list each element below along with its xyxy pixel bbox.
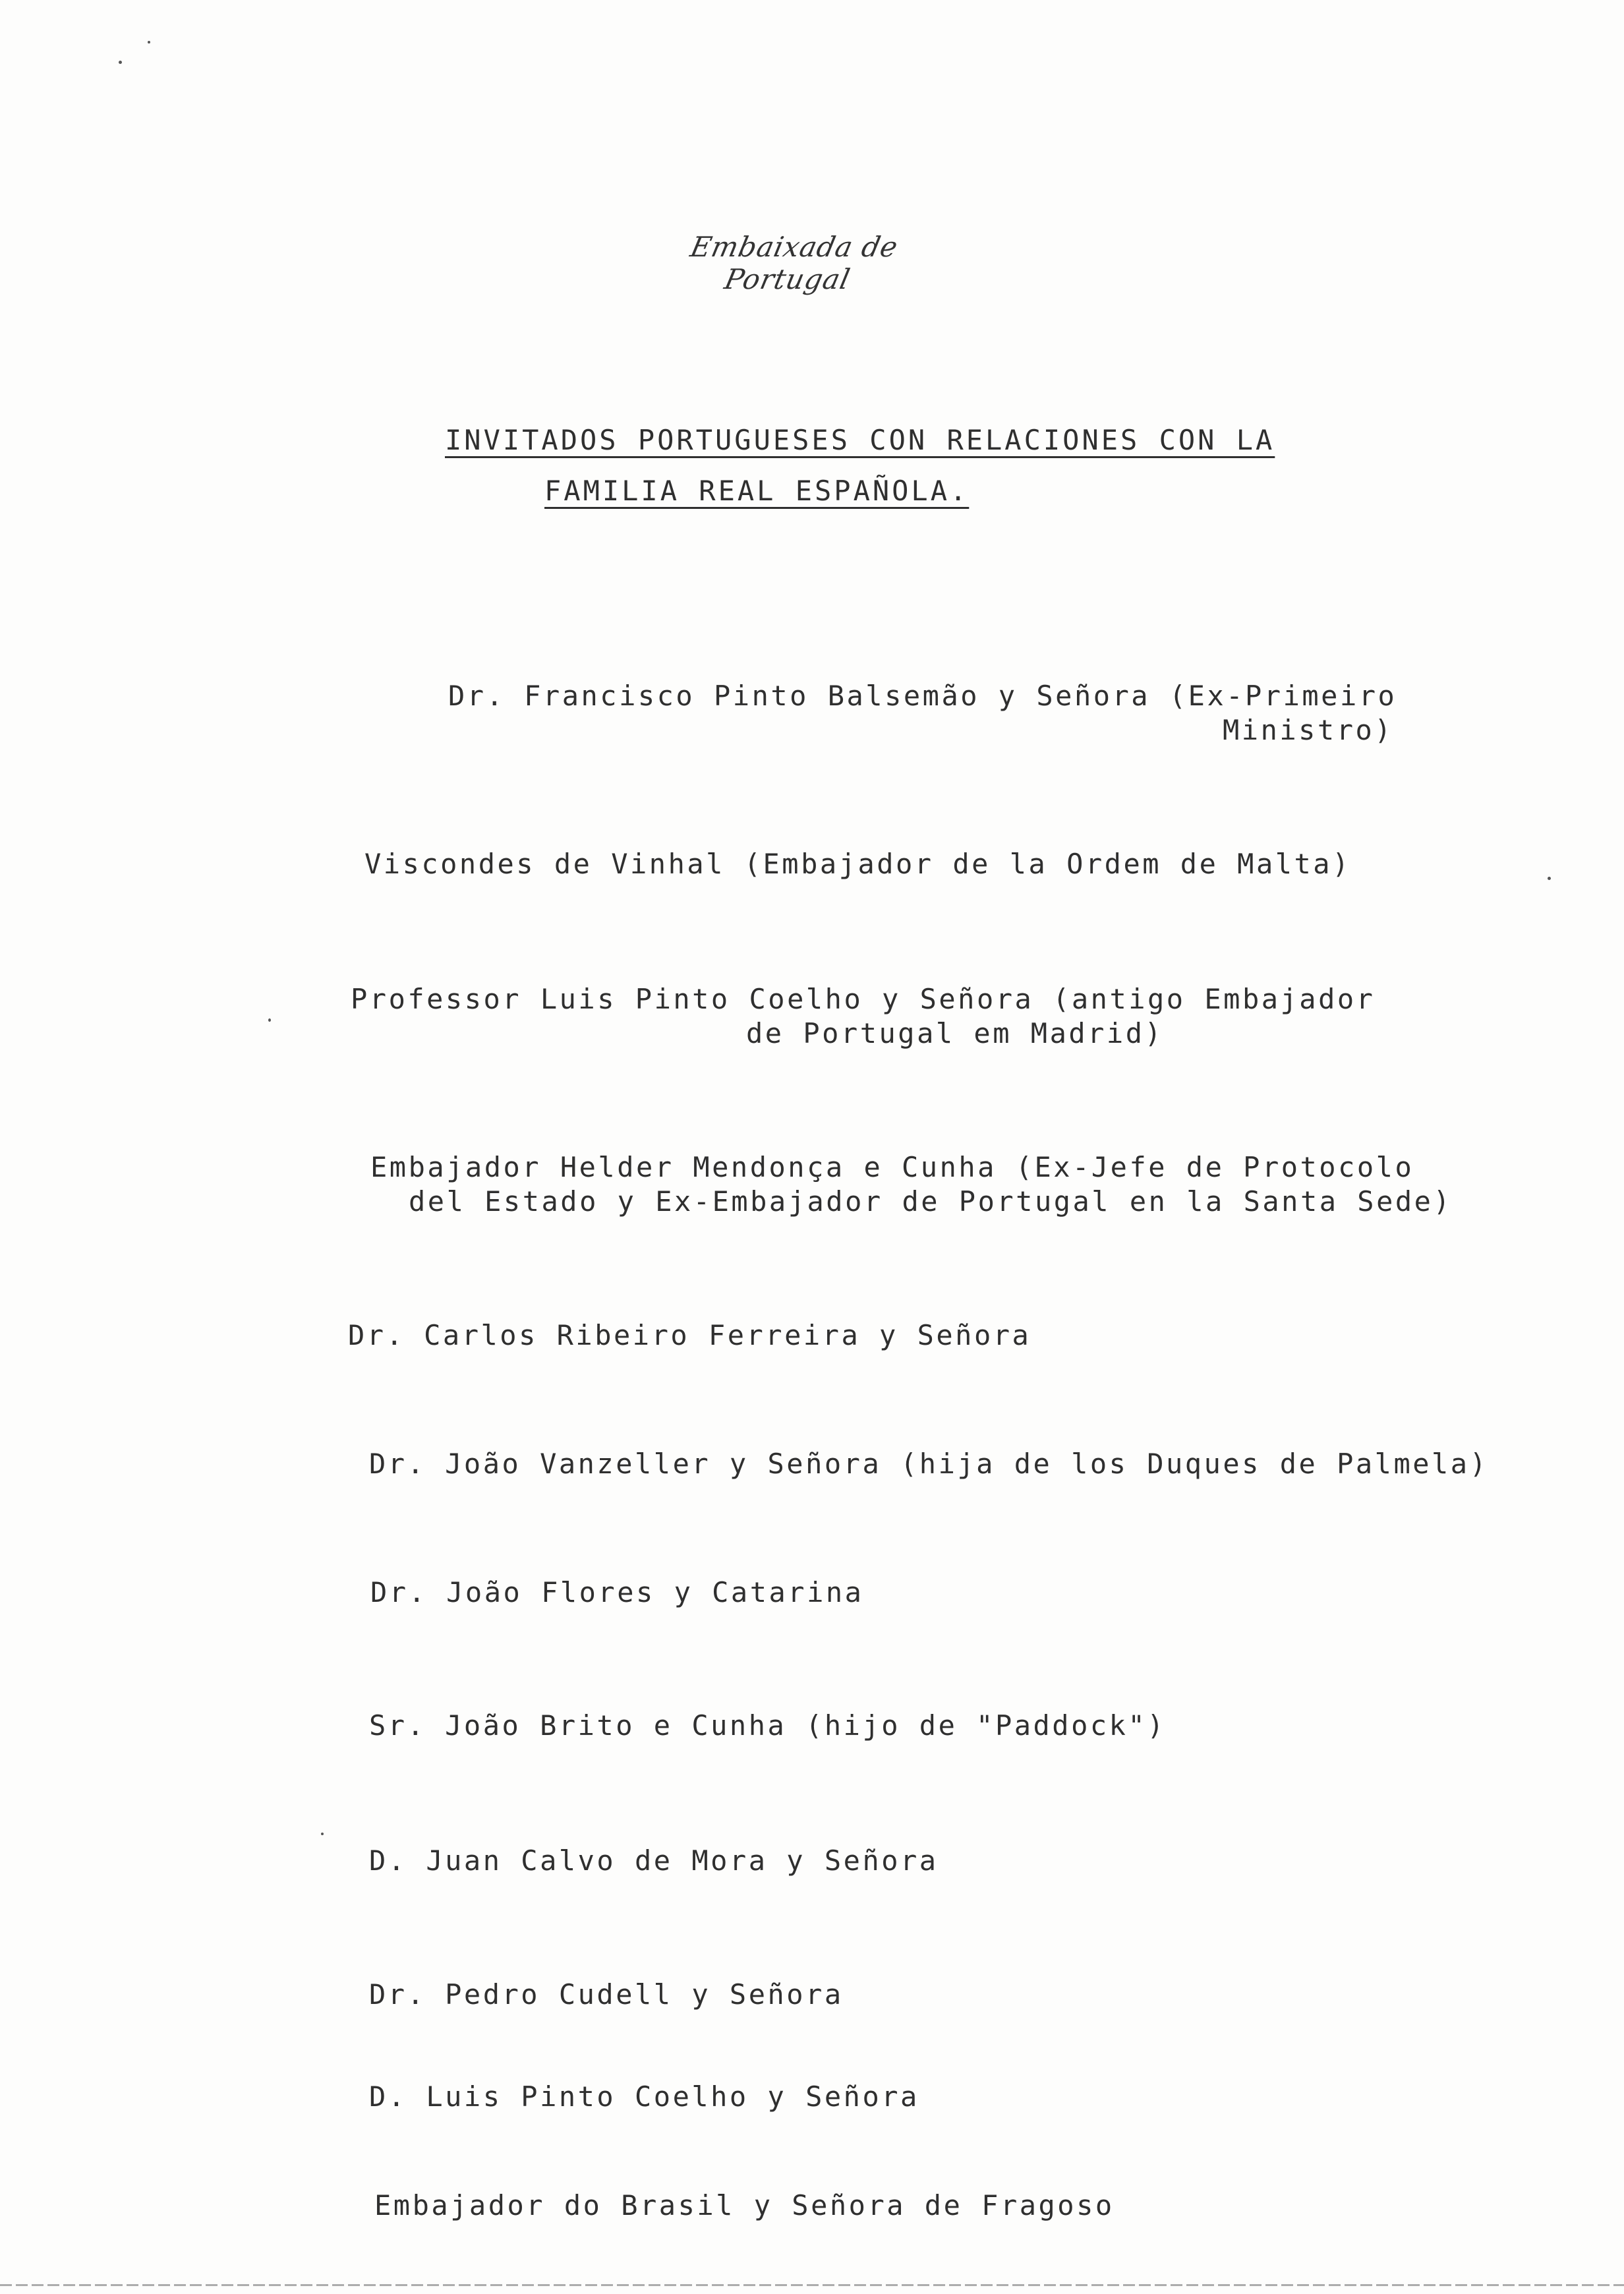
guest-entry — [369, 1709, 1166, 1743]
guest-entry — [370, 1575, 863, 1610]
paper-speck — [119, 61, 122, 64]
guest-entry-line: Dr. João Flores y Catarina — [370, 1576, 864, 1608]
guest-entry — [369, 1844, 939, 1878]
guest-entry — [364, 847, 1351, 881]
paper-speck — [268, 1018, 271, 1022]
paper-speck — [1548, 877, 1551, 880]
guest-entry — [374, 2189, 1115, 2223]
paper-speck — [148, 41, 150, 44]
guest-entry — [351, 982, 1375, 1051]
guest-entry-line: Dr. Pedro Cudell y Señora — [369, 1978, 844, 2011]
page-bottom-edge — [0, 2284, 1624, 2286]
guest-entry-continuation: del Estado y Ex-Embajador de Portugal en la Santa Sede) — [409, 1185, 1453, 1218]
guest-entry-continuation: de Portugal em Madrid) — [746, 1017, 1164, 1049]
guest-entry — [370, 1150, 1452, 1219]
guest-entry — [348, 1318, 1031, 1353]
paper-speck — [321, 1833, 324, 1835]
letterhead-embassy: Embaixada de Portugal — [687, 231, 902, 295]
guest-entry-line: Professor Luis Pinto Coelho y Señora (antigo Embajador — [351, 983, 1376, 1015]
guest-entry-line: D. Luis Pinto Coelho y Señora — [369, 2080, 919, 2113]
guest-entry-line: Dr. João Vanzeller y Señora (hija de los Duques de Palmela) — [369, 1448, 1489, 1480]
guest-entry-line: Embajador Helder Mendonça e Cunha (Ex-Jefe de Protocolo — [370, 1151, 1414, 1183]
document-title-line-1: INVITADOS PORTUGUESES CON RELACIONES CON LA — [445, 424, 1275, 456]
guest-entry — [448, 679, 1397, 748]
guest-entry-line: Embajador do Brasil y Señora de Fragoso — [374, 2189, 1115, 2221]
document-title-line-2: FAMILIA REAL ESPAÑOLA. — [544, 475, 970, 507]
guest-entry-continuation: Ministro) — [1223, 714, 1394, 746]
guest-entry-line: D. Juan Calvo de Mora y Señora — [369, 1844, 939, 1877]
guest-entry — [369, 2080, 919, 2114]
guest-entry-line: Dr. Francisco Pinto Balsemão y Señora (Ex-Primeiro — [448, 680, 1397, 712]
guest-entry — [369, 1978, 844, 2012]
guest-entry-line: Sr. João Brito e Cunha (hijo de "Paddock") — [369, 1709, 1167, 1742]
guest-entry-line: Dr. Carlos Ribeiro Ferreira y Señora — [348, 1319, 1031, 1351]
guest-entry-line: Viscondes de Vinhal (Embajador de la Ordem de Malta) — [364, 848, 1351, 880]
guest-entry — [369, 1447, 1488, 1481]
